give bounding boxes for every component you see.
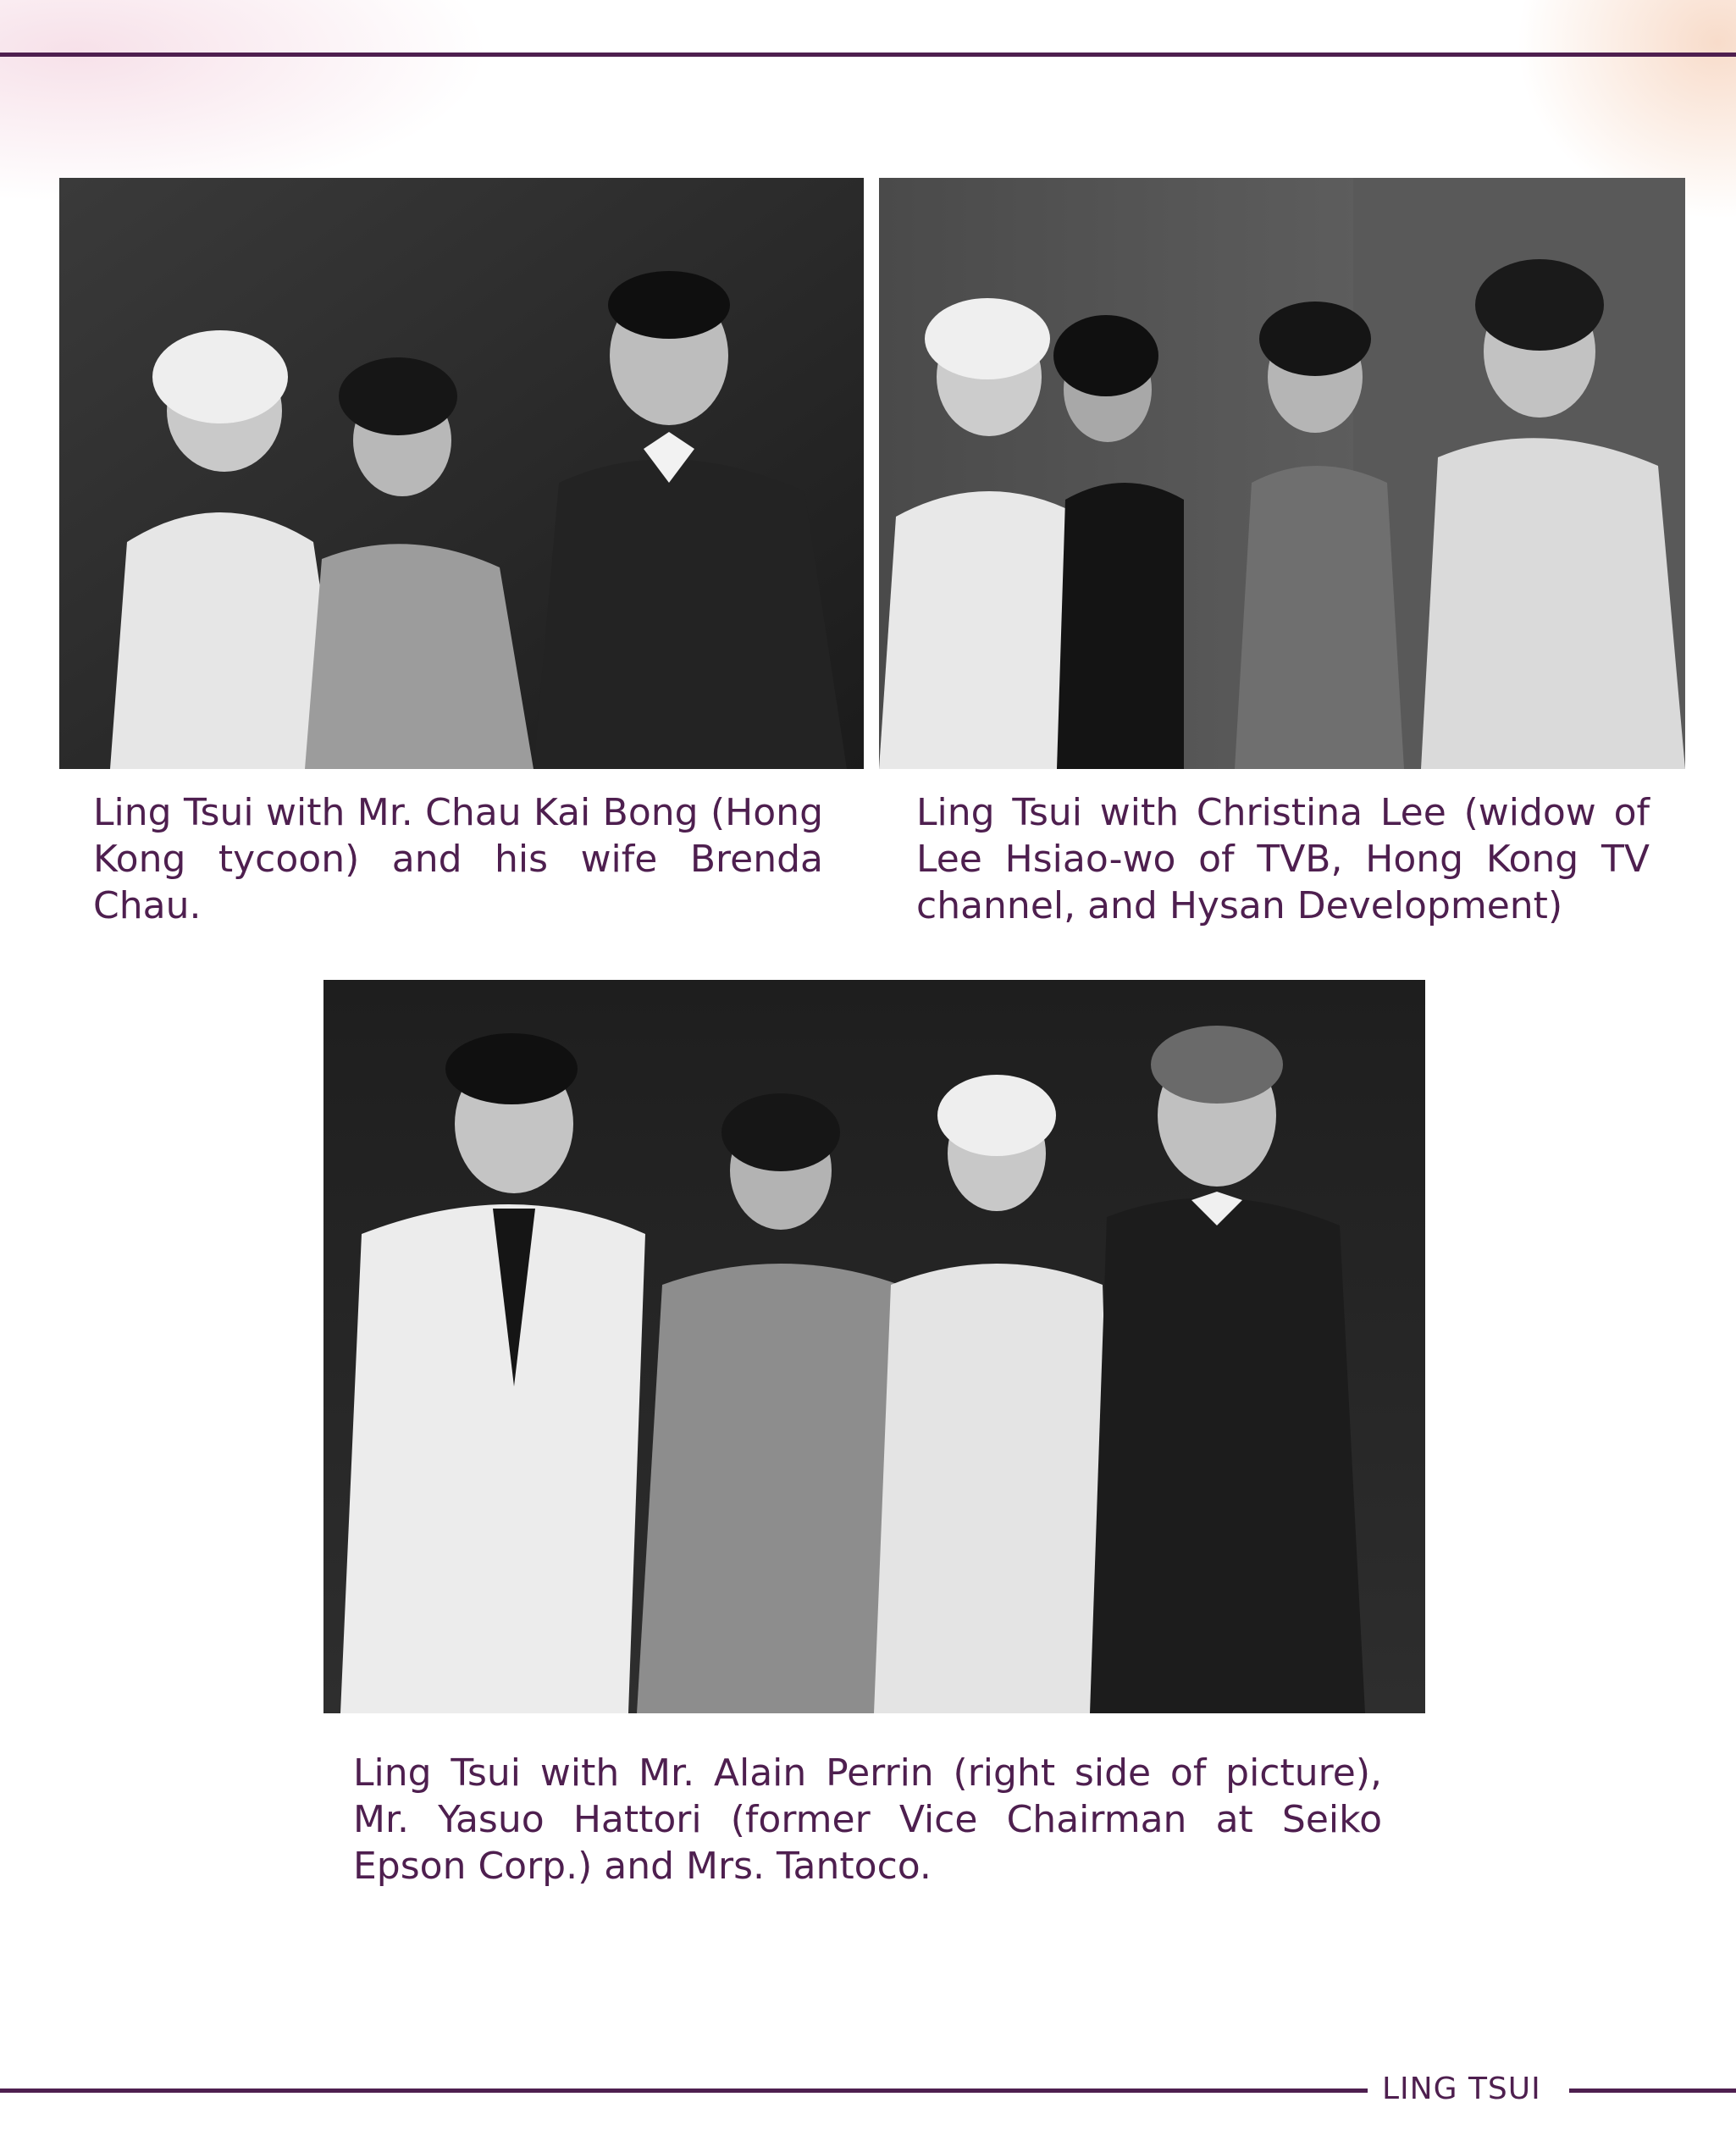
decorative-wash-top-left: [0, 0, 491, 203]
top-divider-rule: [0, 53, 1736, 57]
photo-image: [879, 178, 1685, 769]
photo-image: [323, 980, 1425, 1713]
photo-caption: Ling Tsui with Mr. Chau Kai Bong (Hong Kong tycoon) and his wife Brenda Chau.: [93, 791, 823, 927]
photo-caption: Ling Tsui with Mr. Alain Perrin (right side of picture), Mr. Yasuo Hattori (former Vice Chairman at Seiko Epson Corp.) and Mrs. Tantoco.: [353, 1751, 1382, 1888]
bottom-divider-rule-left: [0, 2089, 1368, 2093]
photo-caption: Ling Tsui with Christina Lee (widow of Lee Hsiao-wo of TVB, Hong Kong TV channel, and Hysan Development): [916, 791, 1650, 927]
footer-running-title: LING TSUI: [1382, 2072, 1541, 2106]
bottom-divider-rule-right: [1569, 2089, 1736, 2093]
photo-image: [59, 178, 864, 769]
photo-christina-lee: [879, 178, 1685, 769]
photo-chau-kai-bong: [59, 178, 864, 769]
photo-alain-perrin: [323, 980, 1425, 1713]
